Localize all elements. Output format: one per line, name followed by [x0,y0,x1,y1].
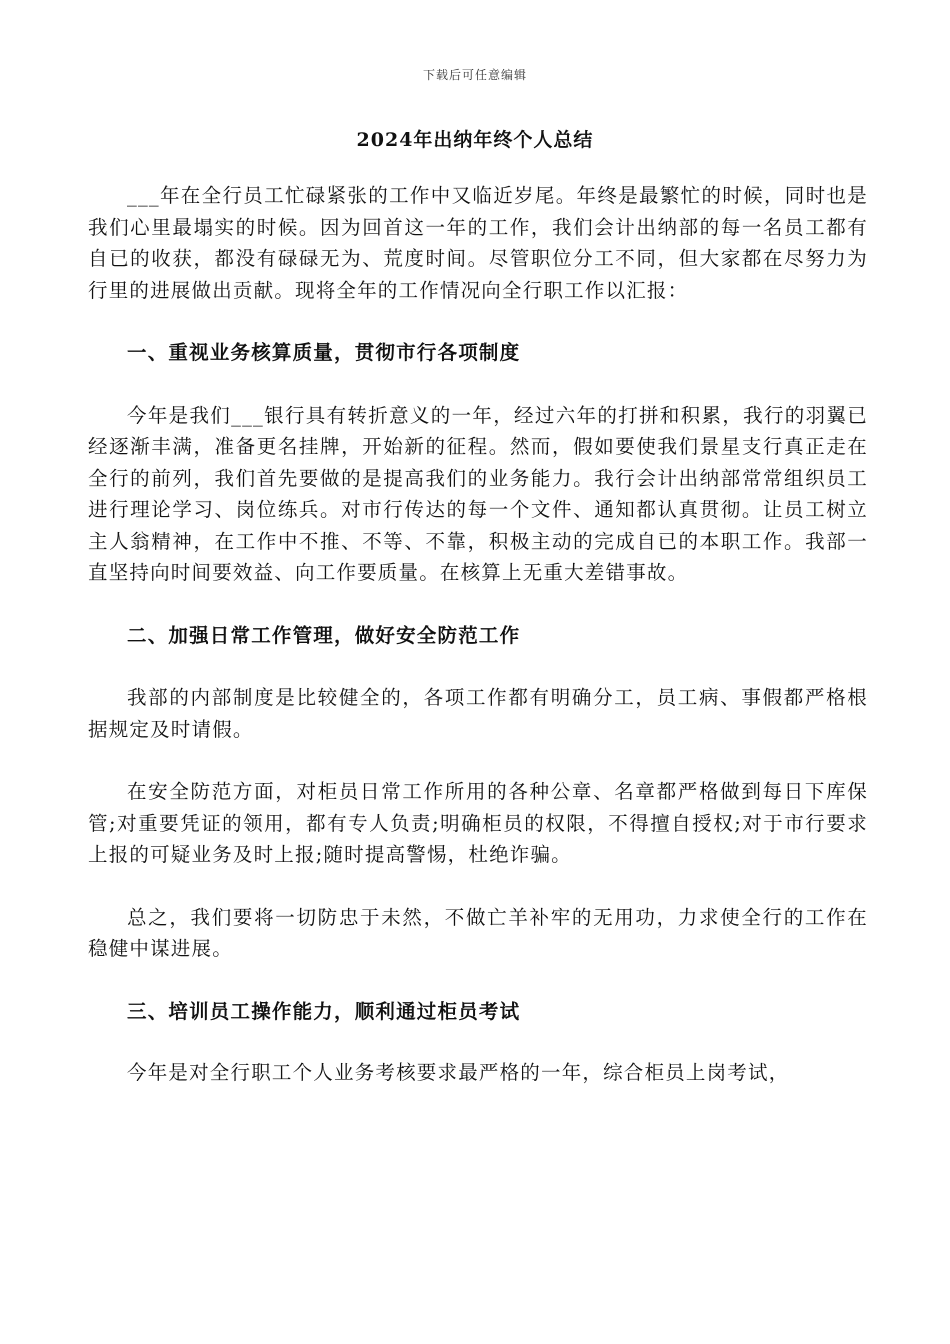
section-heading-1: 一、重视业务核算质量，贯彻市行各项制度 [127,341,521,364]
section-heading-3: 三、培训员工操作能力，顺利通过柜员考试 [127,999,521,1023]
intro-paragraph: ___年在全行员工忙碌紧张的工作中又临近岁尾。年终是最繁忙的时候，同时也是我们心里最塌实的时候。因为回首这一年的工作，我们会计出纳部的每一名员工都有自已的收获，都没有碌碌无为、荒度时间。尽管职位分工不同，但大家都在尽努力为行里的进展做出贡献。现将全年的工作情况向全行职工作以汇报： [88,184,868,302]
section-2-paragraph-3: 总之，我们要将一切防忠于未然，不做亡羊补牢的无用功，力求使全行的工作在稳健中谋进展。 [88,905,868,960]
section-2-paragraph-2: 在安全防范方面，对柜员日常工作所用的各种公章、名章都严格做到每日下库保管;对重要凭证的领用，都有专人负责;明确柜员的权限，不得擅自授权;对于市行要求上报的可疑业务及时上报;随时提高警惕，杜绝诈骗。 [88,780,868,866]
section-2-paragraph-1: 我部的内部制度是比较健全的，各项工作都有明确分工，员工病、事假都严格根据规定及时请假。 [88,686,868,741]
header-note: 下载后可任意编辑 [422,68,527,82]
document-title: 2024年出纳年终个人总结 [356,129,594,151]
section-heading-2: 二、加强日常工作管理，做好安全防范工作 [127,623,521,647]
document-body [88,180,868,1089]
section-1-paragraph-1: 今年是我们___银行具有转折意义的一年，经过六年的打拼和积累，我行的羽翼已经逐渐丰满，准备更名挂牌，开始新的征程。然而，假如要使我们景星支行真正走在全行的前列，我们首先要做的是提高我们的业务能力。我行会计出纳部常常组织员工进行理论学习、岗位练兵。对市行传达的每一个文件、通知都认真贯彻。让员工树立主人翁精神，在工作中不推、不等、不靠，积极主动的完成自已的本职工作。我部一直坚持向时间要效益、向工作要质量。在核算上无重大差错事故。 [88,403,868,584]
section-3-paragraph-1: 今年是对全行职工个人业务考核要求最严格的一年，综合柜员上岗考试， [127,1061,790,1084]
